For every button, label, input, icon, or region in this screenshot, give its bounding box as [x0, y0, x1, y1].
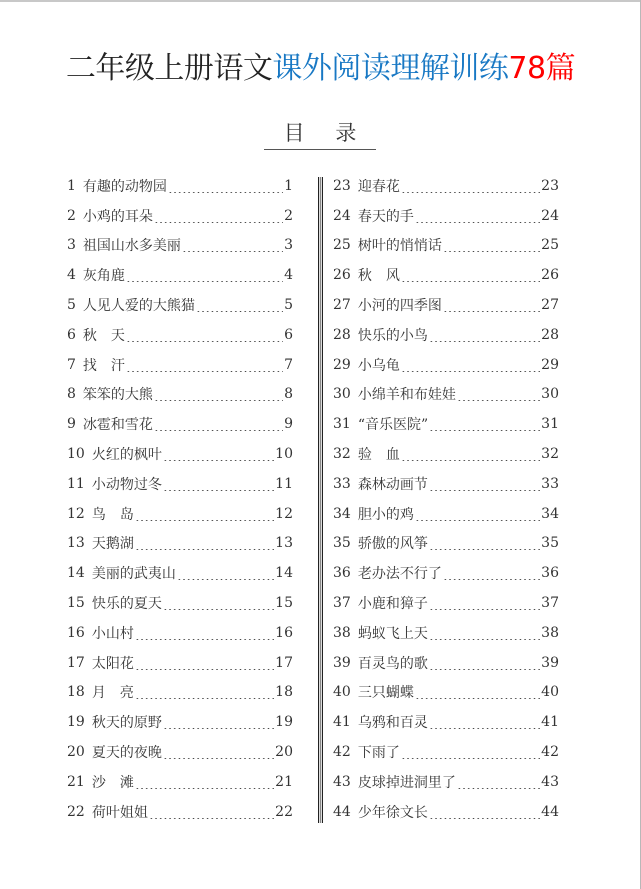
toc-entry[interactable] — [333, 409, 559, 439]
toc-entry[interactable] — [333, 260, 559, 290]
toc-entry-page: 12 — [275, 505, 293, 522]
toc-entry-title: 小鸡的耳朵 — [82, 208, 153, 225]
toc-entry-number: 17 — [67, 654, 85, 671]
toc-entry[interactable] — [67, 558, 293, 588]
toc-entry-page: 8 — [284, 386, 293, 403]
dot-leader — [163, 447, 274, 461]
toc-entry-title: 秋天的原野 — [91, 715, 162, 732]
toc-entry-title: 小乌龟 — [357, 357, 400, 374]
dot-leader — [429, 536, 540, 550]
toc-entry-title: “音乐医院” — [357, 417, 429, 434]
toc-entry-title: 快乐的小鸟 — [357, 327, 428, 344]
toc-entry-number: 33 — [333, 475, 351, 492]
toc-entry[interactable] — [67, 350, 293, 380]
toc-entry[interactable] — [333, 618, 559, 648]
toc-entry[interactable] — [333, 648, 559, 678]
toc-entry[interactable] — [67, 231, 293, 261]
toc-entry-page: 30 — [541, 386, 559, 403]
toc-entry[interactable] — [333, 767, 559, 797]
dot-leader — [163, 745, 274, 759]
toc-entry-page: 27 — [541, 297, 559, 314]
toc-entry-page: 25 — [541, 237, 559, 254]
toc-entry-page: 40 — [541, 684, 559, 701]
toc-entry[interactable] — [333, 678, 559, 708]
toc-entry-page: 20 — [275, 744, 293, 761]
toc-entry-number: 13 — [67, 535, 85, 552]
toc-entry[interactable] — [67, 290, 293, 320]
toc-entry-page: 4 — [284, 267, 293, 284]
toc-entry-page: 28 — [541, 326, 559, 343]
toc-entry-title: 冰雹和雪花 — [82, 417, 153, 434]
toc-entry-number: 44 — [333, 803, 351, 820]
toc-entry-title: 人见人爱的大熊猫 — [82, 298, 195, 315]
dot-leader — [177, 566, 274, 580]
toc-entry[interactable] — [67, 439, 293, 469]
toc-entry-page: 22 — [275, 803, 293, 820]
dot-leader — [429, 626, 540, 640]
dot-leader — [182, 238, 283, 252]
dot-leader — [126, 328, 283, 342]
toc-entry[interactable] — [67, 588, 293, 618]
toc-column-left — [67, 171, 293, 827]
toc-entry-page: 39 — [541, 654, 559, 671]
toc-entry-page: 14 — [275, 565, 293, 582]
toc-entry[interactable] — [67, 767, 293, 797]
dot-leader — [135, 536, 274, 550]
toc-entry[interactable] — [333, 588, 559, 618]
toc-entry-title: 乌鸦和百灵 — [357, 715, 428, 732]
toc-entry[interactable] — [333, 350, 559, 380]
toc-entry-title: 验 血 — [357, 447, 400, 464]
toc-entry[interactable] — [333, 290, 559, 320]
dot-leader — [168, 179, 283, 193]
toc-entry-page: 42 — [541, 744, 559, 761]
toc-entry[interactable] — [67, 469, 293, 499]
toc-entry-number: 5 — [67, 297, 76, 314]
toc-entry-number: 30 — [333, 386, 351, 403]
toc-entry-page: 10 — [275, 446, 293, 463]
toc-entry-number: 35 — [333, 535, 351, 552]
toc-entry-title: 太阳花 — [91, 655, 134, 672]
toc-entry[interactable] — [333, 529, 559, 559]
toc-entry-number: 9 — [67, 416, 76, 433]
dot-leader — [163, 715, 274, 729]
toc-entry-number: 26 — [333, 267, 351, 284]
toc-entry-page: 36 — [541, 565, 559, 582]
toc-entry-number: 21 — [67, 773, 85, 790]
toc-entry-page: 1 — [284, 177, 293, 194]
toc-entry-title: 树叶的悄悄话 — [357, 238, 442, 255]
toc-entry[interactable] — [67, 260, 293, 290]
dot-leader — [415, 685, 540, 699]
toc-entry-title: 鸟 岛 — [91, 506, 134, 523]
toc-entry-number: 22 — [67, 803, 85, 820]
toc-entry-title: 天鹅湖 — [91, 536, 134, 553]
dot-leader — [429, 656, 540, 670]
dot-leader — [154, 417, 283, 431]
toc-entry[interactable] — [333, 737, 559, 767]
dot-leader — [457, 775, 540, 789]
toc-entry-title: 灰角鹿 — [82, 268, 125, 285]
toc-entry-title: 秋 风 — [357, 268, 400, 285]
toc-entry-page: 13 — [275, 535, 293, 552]
toc-entry-page: 7 — [284, 356, 293, 373]
column-divider — [318, 177, 323, 823]
toc-entry-title: 火红的枫叶 — [91, 447, 162, 464]
dot-leader — [149, 805, 274, 819]
dot-leader — [443, 566, 540, 580]
toc-entry-number: 20 — [67, 744, 85, 761]
toc-entry-title: 秋 天 — [82, 327, 125, 344]
toc-entry[interactable] — [67, 320, 293, 350]
dot-leader — [401, 745, 540, 759]
dot-leader — [429, 715, 540, 729]
toc-entry-page: 38 — [541, 624, 559, 641]
toc-entry-title: 老办法不行了 — [357, 566, 442, 583]
toc-entry-page: 3 — [284, 237, 293, 254]
toc-entry-number: 38 — [333, 624, 351, 641]
dot-leader — [401, 268, 540, 282]
toc-entry-title: 胆小的鸡 — [357, 506, 414, 523]
toc-entry-title: 荷叶姐姐 — [91, 804, 148, 821]
toc-entry-number: 36 — [333, 565, 351, 582]
toc-entry-page: 24 — [541, 207, 559, 224]
toc-entry-number: 2 — [67, 207, 76, 224]
toc-entry-number: 23 — [333, 177, 351, 194]
toc-entry-number: 28 — [333, 326, 351, 343]
dot-leader — [135, 775, 274, 789]
dot-leader — [163, 477, 274, 491]
toc-entry-title: 迎春花 — [357, 178, 400, 195]
toc-entry-page: 29 — [541, 356, 559, 373]
toc-entry-page: 19 — [275, 714, 293, 731]
toc-entry[interactable] — [67, 529, 293, 559]
dot-leader — [429, 477, 540, 491]
toc-entry-number: 18 — [67, 684, 85, 701]
dot-leader — [126, 268, 283, 282]
toc-entry-title: 下雨了 — [357, 745, 400, 762]
toc-entry[interactable] — [67, 380, 293, 410]
dot-leader — [429, 596, 540, 610]
toc-entry-number: 16 — [67, 624, 85, 641]
dot-leader — [135, 626, 274, 640]
toc-entry[interactable] — [333, 707, 559, 737]
toc-entry[interactable] — [333, 439, 559, 469]
title-grade-subject: 二年级上册语文 — [65, 51, 273, 86]
toc-entry-page: 31 — [541, 416, 559, 433]
toc-entry-page: 18 — [275, 684, 293, 701]
toc-entry-page: 5 — [284, 297, 293, 314]
toc-entry-page: 43 — [541, 773, 559, 790]
toc-entry-title: 小绵羊和布娃娃 — [357, 387, 456, 404]
dot-leader — [457, 387, 540, 401]
toc-entry-number: 34 — [333, 505, 351, 522]
toc-entry[interactable] — [67, 201, 293, 231]
toc-entry-page: 23 — [541, 177, 559, 194]
toc-entry-number: 15 — [67, 595, 85, 612]
toc-entry[interactable] — [67, 409, 293, 439]
toc-entry-title: 蚂蚁飞上天 — [357, 625, 428, 642]
toc-entry-page: 33 — [541, 475, 559, 492]
dot-leader — [415, 209, 540, 223]
toc-entry[interactable] — [67, 618, 293, 648]
toc-entry-number: 3 — [67, 237, 76, 254]
dot-leader — [126, 358, 283, 372]
toc-entry-page: 35 — [541, 535, 559, 552]
dot-leader — [429, 417, 540, 431]
toc-entry-page: 17 — [275, 654, 293, 671]
toc-entry-page: 9 — [284, 416, 293, 433]
dot-leader — [154, 387, 283, 401]
toc-entry-title: 美丽的武夷山 — [91, 566, 176, 583]
toc-entry-page: 44 — [541, 803, 559, 820]
toc-entry-number: 12 — [67, 505, 85, 522]
toc-entry[interactable] — [67, 171, 293, 201]
toc-entry[interactable] — [67, 707, 293, 737]
toc-entry-page: 6 — [284, 326, 293, 343]
toc-entry-number: 1 — [67, 177, 76, 194]
toc-entry[interactable] — [333, 469, 559, 499]
toc-entry-title: 百灵鸟的歌 — [357, 655, 428, 672]
toc-entry-title: 三只蝴蝶 — [357, 685, 414, 702]
dot-leader — [196, 298, 283, 312]
toc-entry[interactable] — [333, 499, 559, 529]
toc-entry-title: 月 亮 — [91, 685, 134, 702]
toc-entry-number: 19 — [67, 714, 85, 731]
dot-leader — [135, 685, 274, 699]
page-top-border — [0, 0, 641, 2]
toc-entry[interactable] — [67, 797, 293, 827]
toc-entry-title: 沙 滩 — [91, 774, 134, 791]
toc-heading: 目 录 — [264, 119, 376, 150]
toc-entry-number: 29 — [333, 356, 351, 373]
toc-entry-title: 找 汗 — [82, 357, 125, 374]
toc-column-right — [333, 171, 559, 827]
toc-entry-title: 小河的四季图 — [357, 298, 442, 315]
toc-entry-page: 16 — [275, 624, 293, 641]
toc-entry-page: 32 — [541, 446, 559, 463]
toc-entry-number: 7 — [67, 356, 76, 373]
toc-entry-number: 32 — [333, 446, 351, 463]
toc-entry-title: 森林动画节 — [357, 476, 428, 493]
toc-entry[interactable] — [333, 201, 559, 231]
toc-entry-number: 31 — [333, 416, 351, 433]
toc-entry-title: 笨笨的大熊 — [82, 387, 153, 404]
dot-leader — [135, 507, 274, 521]
toc-entry[interactable] — [67, 678, 293, 708]
toc-entry[interactable] — [333, 320, 559, 350]
dot-leader — [401, 179, 540, 193]
toc-entry-page: 41 — [541, 714, 559, 731]
document-title — [0, 50, 641, 88]
dot-leader — [163, 596, 274, 610]
toc-entry-number: 43 — [333, 773, 351, 790]
toc-entry-title: 骄傲的风筝 — [357, 536, 428, 553]
toc-entry-page: 34 — [541, 505, 559, 522]
toc-entry-title: 小鹿和獐子 — [357, 596, 428, 613]
dot-leader — [135, 656, 274, 670]
toc-entry-number: 42 — [333, 744, 351, 761]
dot-leader — [154, 209, 283, 223]
title-article-count: 78篇 — [508, 51, 576, 86]
toc-entry-title: 小山村 — [91, 625, 134, 642]
toc-entry-number: 41 — [333, 714, 351, 731]
toc-entry-number: 8 — [67, 386, 76, 403]
toc-entry-title: 祖国山水多美丽 — [82, 238, 181, 255]
dot-leader — [443, 298, 540, 312]
toc-entry-number: 14 — [67, 565, 85, 582]
toc-entry-page: 26 — [541, 267, 559, 284]
dot-leader — [429, 328, 540, 342]
toc-entry-title: 少年徐文长 — [357, 804, 428, 821]
toc-entry[interactable] — [67, 648, 293, 678]
toc-entry-page: 11 — [275, 475, 293, 492]
dot-leader — [415, 507, 540, 521]
title-training-name: 课外阅读理解训练 — [272, 51, 509, 86]
toc-entry[interactable] — [333, 380, 559, 410]
dot-leader — [401, 358, 540, 372]
toc-entry-page: 21 — [275, 773, 293, 790]
toc-entry-title: 有趣的动物园 — [82, 178, 167, 195]
toc-entry-page: 2 — [284, 207, 293, 224]
toc-entry[interactable] — [333, 797, 559, 827]
toc-entry-page: 15 — [275, 595, 293, 612]
toc-entry-number: 39 — [333, 654, 351, 671]
toc-entry[interactable] — [67, 499, 293, 529]
toc-entry-title: 春天的手 — [357, 208, 414, 225]
toc-entry[interactable] — [333, 558, 559, 588]
toc-entry-number: 40 — [333, 684, 351, 701]
toc-entry[interactable] — [333, 171, 559, 201]
toc-entry[interactable] — [67, 737, 293, 767]
toc-entry-number: 4 — [67, 267, 76, 284]
dot-leader — [401, 447, 540, 461]
toc-entry-title: 夏天的夜晚 — [91, 745, 162, 762]
toc-entry-number: 10 — [67, 446, 85, 463]
toc-entry-title: 小动物过冬 — [91, 476, 162, 493]
toc-entry-number: 27 — [333, 297, 351, 314]
toc-entry-number: 37 — [333, 595, 351, 612]
dot-leader — [429, 805, 540, 819]
toc-entry-title: 皮球掉进洞里了 — [357, 774, 456, 791]
toc-entry-title: 快乐的夏天 — [91, 596, 162, 613]
toc-entry[interactable] — [333, 231, 559, 261]
toc-entry-page: 37 — [541, 595, 559, 612]
dot-leader — [443, 238, 540, 252]
toc-entry-number: 6 — [67, 326, 76, 343]
toc-entry-number: 24 — [333, 207, 351, 224]
toc-entry-number: 11 — [67, 475, 85, 492]
toc-entry-number: 25 — [333, 237, 351, 254]
